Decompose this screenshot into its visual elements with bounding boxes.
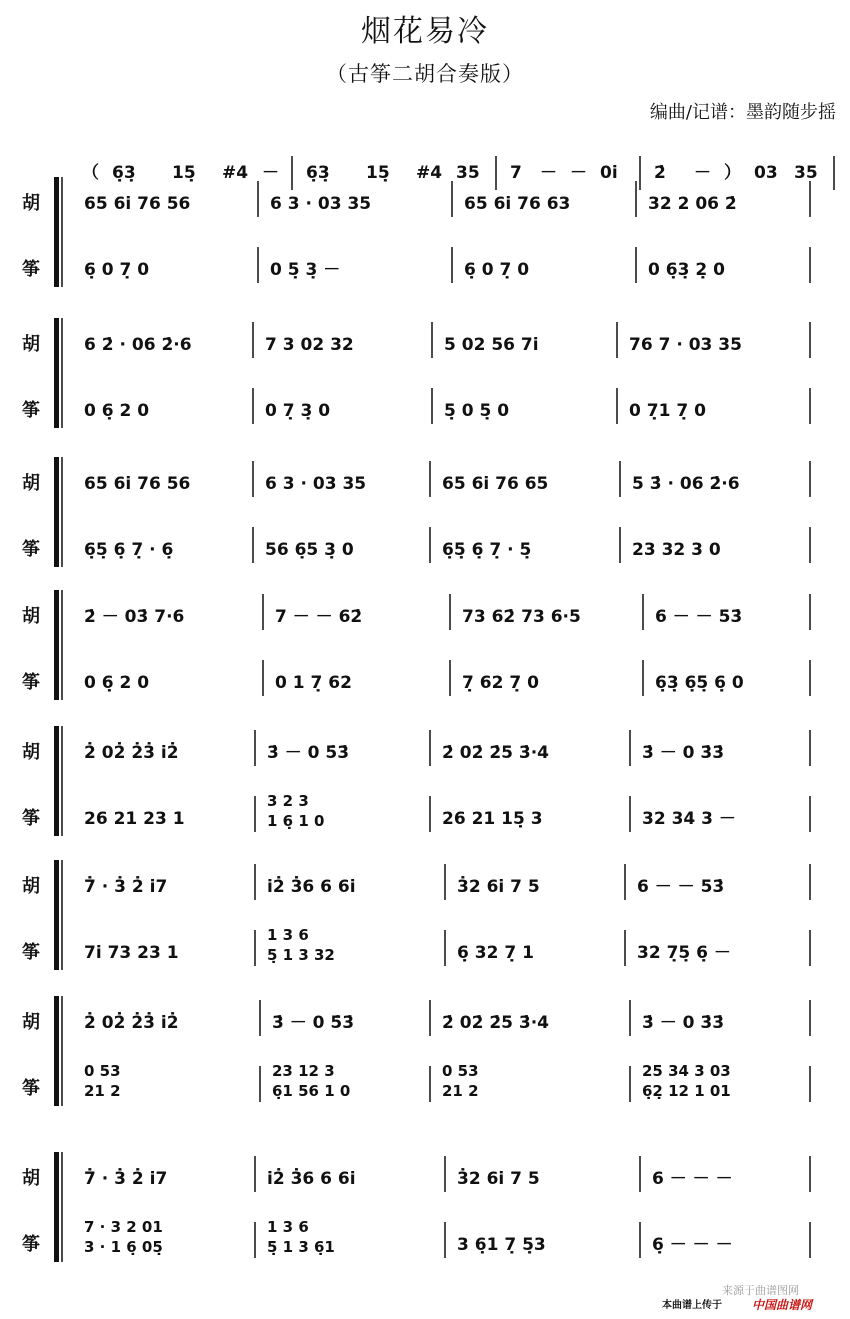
zheng-part-label: 筝 (22, 259, 40, 280)
note-group: 5̣ 0 5̣ 0 (444, 401, 510, 421)
system-bracket (54, 457, 59, 567)
upload-note: 本曲谱上传于 (662, 1300, 722, 1311)
note-group: 6̣5̣ 6̣ 7̣ · 6̣ (84, 540, 174, 560)
note-group: i2̇ 3̇6 6 6i (267, 1169, 356, 1189)
system-bracket (54, 590, 59, 700)
note-group: 0 1 7̣ 62 (275, 673, 352, 693)
note-group: 2̇ 02̇ 2̇3̇ i2̇ (84, 1013, 179, 1033)
note-group: 6 3 · 03 35 (270, 194, 372, 214)
note-group: 56 6̣5 3̣ 0 (265, 540, 354, 560)
zheng-part-label: 筝 (22, 942, 40, 963)
intro-note: （ (82, 163, 99, 183)
note-group-upper: 0 53 (442, 1062, 479, 1080)
intro-note: 15̣ (366, 163, 390, 183)
note-group: 65 6i 76 56 (84, 474, 191, 494)
note-group-upper: 25 34 3 03 (642, 1062, 731, 1080)
note-group-lower: 1 6̣ 1 0 (267, 812, 325, 830)
erhu-part-label: 胡 (22, 334, 40, 355)
note-group-lower: 21 2 (442, 1082, 479, 1100)
note-group: 2̇ 02̇ 2̇3̇ i2̇ (84, 743, 179, 763)
system-bracket (54, 1152, 59, 1262)
erhu-part-label: 胡 (22, 1168, 40, 1189)
note-group: 6̣ 0 7̣ 0 (84, 260, 150, 280)
note-group: 32 2 06 2̇ (648, 194, 737, 214)
intro-note: 0i (600, 163, 618, 183)
note-group: 6̣ 32 7̣ 1 (457, 943, 534, 963)
note-group: 0 6̣ 2 0 (84, 673, 150, 693)
note-group-lower: 5̣ 1 3 6̣1 (267, 1238, 335, 1256)
note-group: 32 34 3 － (642, 809, 736, 829)
intro-note: 15̣ (172, 163, 196, 183)
note-group-lower: 6̣2̣ 12 1 01 (642, 1082, 731, 1100)
note-group-lower: 5̣ 1 3 32 (267, 946, 335, 964)
note-group-upper: 7 · 3 2 01 (84, 1218, 163, 1236)
note-group: 65 6i 76 56 (84, 194, 191, 214)
note-group: 2̇ － 03̇ 7·6 (84, 607, 185, 627)
intro-note: 6̣3̣ (112, 163, 136, 183)
note-group: i2̇ 3̇6 6 6i (267, 877, 356, 897)
note-group: 3̇ － 0 5̇3̇ (267, 743, 350, 763)
note-group: 6 2̇ · 06 2̇·6 (84, 335, 192, 355)
system-bracket (54, 860, 59, 970)
intro-note: 7 (510, 163, 522, 183)
note-group: 6̣5̣ 6̣ 7̣ · 5̣ (442, 540, 532, 560)
note-group: 6 － － 53̇ (637, 877, 725, 897)
note-group: 7̇ · 3̇ 2̇ i7 (84, 877, 168, 897)
note-group: 5 3̇ · 06 2̇·6 (632, 474, 740, 494)
intro-note: 03 (754, 163, 778, 183)
zheng-part-label: 筝 (22, 672, 40, 693)
note-group: 3 6̣1 7̣ 5̣3 (457, 1235, 546, 1255)
note-group: 7 3 02 32 (265, 335, 354, 355)
intro-note: #4 (416, 163, 443, 183)
intro-note: － (694, 163, 711, 183)
system-bracket (54, 177, 59, 287)
note-group: 5 02 56 7i (444, 335, 539, 355)
note-group: 7̣ 62 7̣ 0 (462, 673, 539, 693)
note-group-lower: 3 · 1 6̣ 05̣ (84, 1238, 163, 1256)
song-title: 烟花易冷 (361, 14, 489, 49)
note-group: 0 7̣1 7̣ 0 (629, 401, 706, 421)
note-group-upper: 0 53 (84, 1062, 121, 1080)
note-group: 26 21 23 1 (84, 809, 185, 829)
intro-note: － (570, 163, 587, 183)
intro-note: － (540, 163, 557, 183)
note-group: 2̇ 02̇ 2̇5 3̇·4 (442, 1013, 550, 1033)
note-group: 3̇2 6i 7 5 (457, 877, 540, 897)
note-group: 6̣ 0 7̣ 0 (464, 260, 530, 280)
note-group: 0 6̣ 2 0 (84, 401, 150, 421)
note-group: 26 21 15̣ 3 (442, 809, 543, 829)
note-group: 65 6i 76 63 (464, 194, 571, 214)
note-group: 73 62̇ 73 6·5 (462, 607, 581, 627)
note-group: 3̇ － 0 3̇3̇ (642, 743, 725, 763)
note-group: 32 7̣5̣ 6̣ － (637, 943, 731, 963)
note-group: 6 － － － (652, 1169, 733, 1189)
erhu-part-label: 胡 (22, 473, 40, 494)
intro-note: 2̇ (654, 163, 666, 183)
erhu-part-label: 胡 (22, 876, 40, 897)
system-bracket (54, 726, 59, 836)
note-group: 2̇ 02̇ 2̇5 3̇·4 (442, 743, 550, 763)
note-group: 6 － － 53̇ (655, 607, 743, 627)
zheng-part-label: 筝 (22, 400, 40, 421)
zheng-part-label: 筝 (22, 539, 40, 560)
note-group-upper: 1 3 6 (267, 926, 309, 944)
zheng-part-label: 筝 (22, 1078, 40, 1099)
note-group-upper: 23 12 3 (272, 1062, 335, 1080)
source-watermark: 来源于曲谱图网 (722, 1284, 799, 1297)
note-group: 65 6i 76 65 (442, 474, 549, 494)
note-group: 6̣3̣ 6̣5̣ 6̣ 0 (655, 673, 744, 693)
song-subtitle: （古筝二胡合奏版） (326, 62, 524, 86)
intro-note: － (262, 163, 279, 183)
note-group: 76 7 · 03 35 (629, 335, 742, 355)
note-group: 7i 73 23 1 (84, 943, 179, 963)
zheng-part-label: 筝 (22, 1234, 40, 1255)
intro-note: 6̣3̣ (306, 163, 330, 183)
intro-note: 35 (794, 163, 818, 183)
note-group: 0 5̣ 3̣ － (270, 260, 341, 280)
note-group-upper: 1 3 6 (267, 1218, 309, 1236)
note-group: 7̇ · 3̇ 2̇ i7 (84, 1169, 168, 1189)
intro-note: 35 (456, 163, 480, 183)
note-group: 0 7̣ 3̣ 0 (265, 401, 331, 421)
erhu-part-label: 胡 (22, 1012, 40, 1033)
note-group: 23 32 3 0 (632, 540, 721, 560)
note-group-lower: 6̣1 56 1 0 (272, 1082, 351, 1100)
intro-note: ） (724, 163, 741, 183)
note-group: 0 6̣3̣ 2̣ 0 (648, 260, 725, 280)
note-group: 7 － － 62̇ (275, 607, 363, 627)
site-logo: 中国曲谱网 (752, 1298, 813, 1312)
note-group-lower: 21 2 (84, 1082, 121, 1100)
note-group: 3̇ － 0 5̇3̇ (272, 1013, 355, 1033)
arranger-credit: 编曲/记谱：墨韵随步摇 (649, 102, 836, 123)
note-group-upper: 3 2 3 (267, 792, 309, 810)
note-group: 3̇2 6i 7 5 (457, 1169, 540, 1189)
system-bracket (54, 318, 59, 428)
system-bracket (54, 996, 59, 1106)
note-group: 3̇ － 0 3̇3̇ (642, 1013, 725, 1033)
note-group: 6 3 · 03 35 (265, 474, 367, 494)
note-group: 6̣ － － － (652, 1235, 733, 1255)
erhu-part-label: 胡 (22, 193, 40, 214)
zheng-part-label: 筝 (22, 808, 40, 829)
erhu-part-label: 胡 (22, 742, 40, 763)
intro-note: #4 (222, 163, 249, 183)
erhu-part-label: 胡 (22, 606, 40, 627)
